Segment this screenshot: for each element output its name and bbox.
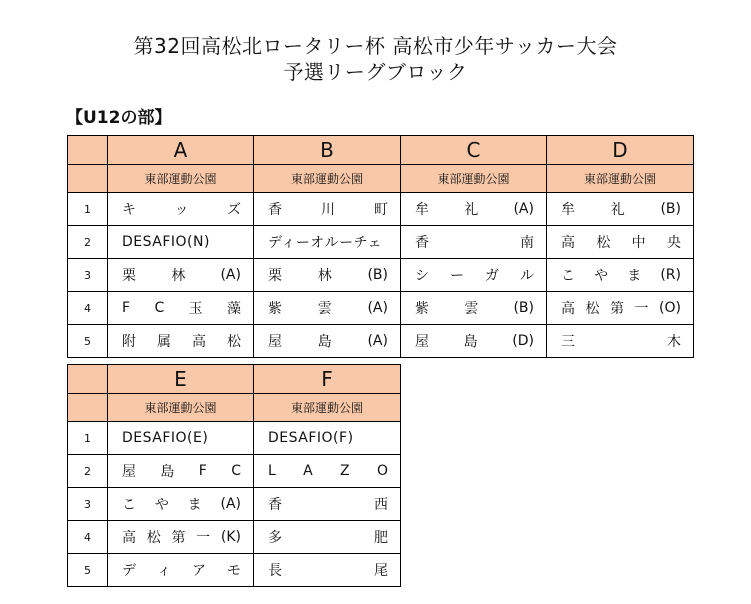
team-name — [108, 325, 253, 357]
team-name-part: 香 — [268, 497, 282, 513]
team-name-part: (O) — [659, 300, 681, 316]
team-name-part: 川 — [321, 202, 335, 218]
team-name — [401, 259, 546, 291]
team-name-part: 松 — [227, 334, 241, 350]
team-name-part: (B) — [513, 300, 534, 316]
row-number: 5 — [68, 554, 108, 587]
team-name-part: 町 — [374, 202, 388, 218]
team-name-part: (D) — [512, 333, 534, 349]
team-name-part: こ — [561, 268, 575, 284]
section-label: 【U12の部】 — [66, 108, 172, 128]
team-name-part: 屋 — [268, 334, 282, 350]
team-name-part: 高 — [561, 235, 575, 251]
team-name-part: 栗 — [122, 268, 136, 284]
table-row — [68, 292, 694, 325]
table-row — [68, 422, 401, 455]
team-name-part: 玉 — [188, 301, 203, 317]
team-name-part: キ — [122, 202, 136, 218]
table-row — [68, 455, 401, 488]
team-cell — [401, 259, 547, 292]
team-name-part: 牟 — [561, 202, 575, 218]
team-name — [108, 521, 253, 553]
team-cell — [108, 488, 254, 521]
team-name — [108, 554, 253, 586]
team-name-part: 松 — [146, 530, 161, 546]
team-cell — [254, 259, 401, 292]
team-name-part: 木 — [667, 334, 681, 350]
team-name-part: 島 — [160, 464, 175, 480]
team-cell — [108, 554, 254, 587]
team-name-part: (R) — [660, 267, 681, 283]
team-cell — [108, 226, 254, 259]
row-number: 3 — [68, 488, 108, 521]
block-letter-a: A — [108, 136, 254, 165]
team-name-part: や — [594, 268, 609, 284]
team-name — [254, 292, 400, 324]
team-name-part: F — [122, 300, 131, 316]
team-name-part: ガ — [485, 268, 499, 284]
team-cell — [254, 226, 401, 259]
team-cell — [401, 226, 547, 259]
block-letter-e: E — [108, 365, 254, 394]
team-name-part: 高 — [192, 334, 206, 350]
team-name-part: 尾 — [374, 563, 388, 579]
block-letter-d: D — [547, 136, 694, 165]
table-row — [68, 521, 401, 554]
team-name — [108, 259, 253, 291]
team-cell — [401, 325, 547, 358]
team-cell — [254, 193, 401, 226]
team-name-part: 礼 — [464, 202, 479, 218]
team-cell — [108, 521, 254, 554]
team-name-part: (A) — [367, 300, 388, 316]
team-name-part: 肥 — [374, 530, 388, 546]
team-name-part: 西 — [374, 497, 388, 513]
team-name — [401, 325, 546, 357]
team-name-part: 礼 — [610, 202, 625, 218]
team-name-part: F — [198, 463, 207, 479]
team-name-part: 松 — [596, 235, 611, 251]
team-cell — [108, 193, 254, 226]
team-name — [547, 193, 693, 225]
team-name — [401, 226, 546, 258]
team-cell — [108, 455, 254, 488]
team-name-part: 島 — [463, 334, 478, 350]
row-number: 1 — [68, 193, 108, 226]
table-row — [68, 226, 694, 259]
team-name-part: L — [268, 463, 276, 479]
team-name-part: (A) — [220, 267, 241, 283]
team-cell — [108, 292, 254, 325]
team-name-part: シ — [415, 268, 429, 284]
team-name-part: 央 — [666, 235, 681, 251]
team-name-part: 附 — [122, 334, 136, 350]
team-name-part: 島 — [317, 334, 332, 350]
team-name — [254, 554, 400, 586]
row-number: 3 — [68, 259, 108, 292]
corner-cell — [68, 394, 108, 422]
team-name-part: デ — [122, 563, 136, 579]
row-number: 5 — [68, 325, 108, 358]
team-name-part: ル — [520, 268, 534, 284]
team-name-part: DESAFIO(N) — [122, 234, 210, 250]
team-name-part: ー — [450, 268, 464, 284]
team-cell — [547, 259, 694, 292]
team-name-part: A — [303, 463, 313, 479]
team-name — [108, 226, 253, 258]
team-name-part: 高 — [122, 530, 136, 546]
corner-cell — [68, 365, 108, 394]
team-name — [254, 325, 400, 357]
team-cell — [547, 325, 694, 358]
team-name-part: ア — [192, 563, 206, 579]
team-name-part: や — [154, 497, 169, 513]
corner-cell — [68, 136, 108, 165]
team-name — [108, 193, 253, 225]
team-name-part: 高 — [561, 301, 575, 317]
team-name-part: DESAFIO(E) — [122, 430, 209, 446]
team-name — [547, 259, 693, 291]
row-number: 4 — [68, 521, 108, 554]
block-letter-c: C — [401, 136, 547, 165]
team-name-part: ディーオルーチェ — [268, 235, 383, 251]
team-name-part: こ — [122, 497, 136, 513]
team-cell — [254, 292, 401, 325]
team-name — [108, 292, 253, 324]
row-number: 2 — [68, 455, 108, 488]
venue-cell: 東部運動公園 — [254, 394, 401, 422]
venue-cell: 東部運動公園 — [401, 165, 547, 193]
row-number: 2 — [68, 226, 108, 259]
team-name-part: (A) — [513, 201, 534, 217]
team-cell — [401, 193, 547, 226]
venue-cell: 東部運動公園 — [108, 165, 254, 193]
team-name-part: 屋 — [415, 334, 429, 350]
venue-cell: 東部運動公園 — [547, 165, 694, 193]
team-cell — [254, 422, 401, 455]
team-name-part: 雲 — [317, 301, 332, 317]
team-name — [401, 292, 546, 324]
team-name — [108, 488, 253, 520]
team-name-part: ま — [627, 268, 642, 284]
table-row — [68, 488, 401, 521]
team-name-part: 香 — [415, 235, 429, 251]
team-name-part: ズ — [227, 202, 241, 218]
lower-bracket-table — [67, 364, 401, 587]
team-name-part: 属 — [157, 334, 171, 350]
team-name-part: (A) — [220, 496, 241, 512]
team-name-part: ま — [187, 497, 202, 513]
team-name-part: 林 — [171, 268, 186, 284]
team-name-part: 林 — [317, 268, 332, 284]
row-number: 1 — [68, 422, 108, 455]
team-name-part: Z — [340, 463, 350, 479]
team-cell — [108, 259, 254, 292]
team-name-part: 藻 — [226, 301, 241, 317]
team-cell — [254, 488, 401, 521]
corner-cell — [68, 165, 108, 193]
venue-cell: 東部運動公園 — [254, 165, 401, 193]
team-name — [108, 455, 253, 487]
team-name — [254, 259, 400, 291]
team-name-part: 松 — [585, 301, 600, 317]
team-name-part: (A) — [367, 333, 388, 349]
team-name — [547, 226, 693, 258]
team-name-part: (B) — [367, 267, 388, 283]
team-cell — [547, 292, 694, 325]
team-name-part: 長 — [268, 563, 282, 579]
team-name — [254, 422, 400, 454]
team-name-part: 牟 — [415, 202, 429, 218]
team-name-part: 紫 — [268, 301, 282, 317]
team-cell — [254, 325, 401, 358]
team-name-part: 一 — [196, 530, 211, 546]
team-name-part: 栗 — [268, 268, 282, 284]
team-cell — [254, 455, 401, 488]
team-name — [108, 422, 253, 454]
venue-cell: 東部運動公園 — [108, 394, 254, 422]
team-name-part: ッ — [174, 202, 189, 218]
team-name — [547, 292, 693, 324]
team-name-part: C — [231, 463, 241, 479]
team-name — [254, 226, 400, 258]
team-name-part: 多 — [268, 530, 282, 546]
team-cell — [547, 193, 694, 226]
table-row — [68, 554, 401, 587]
team-name-part: 中 — [631, 235, 646, 251]
team-name-part: C — [154, 300, 165, 316]
team-name — [547, 325, 693, 357]
team-cell — [108, 422, 254, 455]
table-row — [68, 259, 694, 292]
team-name-part: 屋 — [122, 464, 136, 480]
team-name-part: (K) — [220, 529, 241, 545]
team-name — [254, 488, 400, 520]
block-letter-f: F — [254, 365, 401, 394]
page-title: 第32回高松北ロータリー杯 高松市少年サッカー大会 — [133, 34, 618, 58]
team-name-part: 南 — [520, 235, 534, 251]
block-letter-b: B — [254, 136, 401, 165]
table-row — [68, 325, 694, 358]
team-name — [254, 455, 400, 487]
team-name-part: 一 — [634, 301, 649, 317]
team-cell — [254, 521, 401, 554]
team-name-part: ィ — [157, 563, 171, 579]
team-name-part: 三 — [561, 334, 575, 350]
team-name-part: 香 — [268, 202, 282, 218]
table-row — [68, 193, 694, 226]
page-subtitle: 予選リーグブロック — [283, 60, 468, 84]
team-name-part: (B) — [660, 201, 681, 217]
team-name-part: モ — [227, 563, 241, 579]
team-name-part: 第 — [171, 530, 186, 546]
team-cell — [108, 325, 254, 358]
team-name-part: 雲 — [464, 301, 479, 317]
team-name — [401, 193, 546, 225]
team-name-part: 紫 — [415, 301, 429, 317]
team-name-part: 第 — [610, 301, 624, 317]
team-cell — [401, 292, 547, 325]
team-name — [254, 193, 400, 225]
team-name — [254, 521, 400, 553]
row-number: 4 — [68, 292, 108, 325]
upper-bracket-table — [67, 135, 694, 358]
team-name-part: O — [376, 463, 388, 479]
team-name-part: DESAFIO(F) — [268, 430, 354, 446]
team-cell — [254, 554, 401, 587]
team-cell — [547, 226, 694, 259]
